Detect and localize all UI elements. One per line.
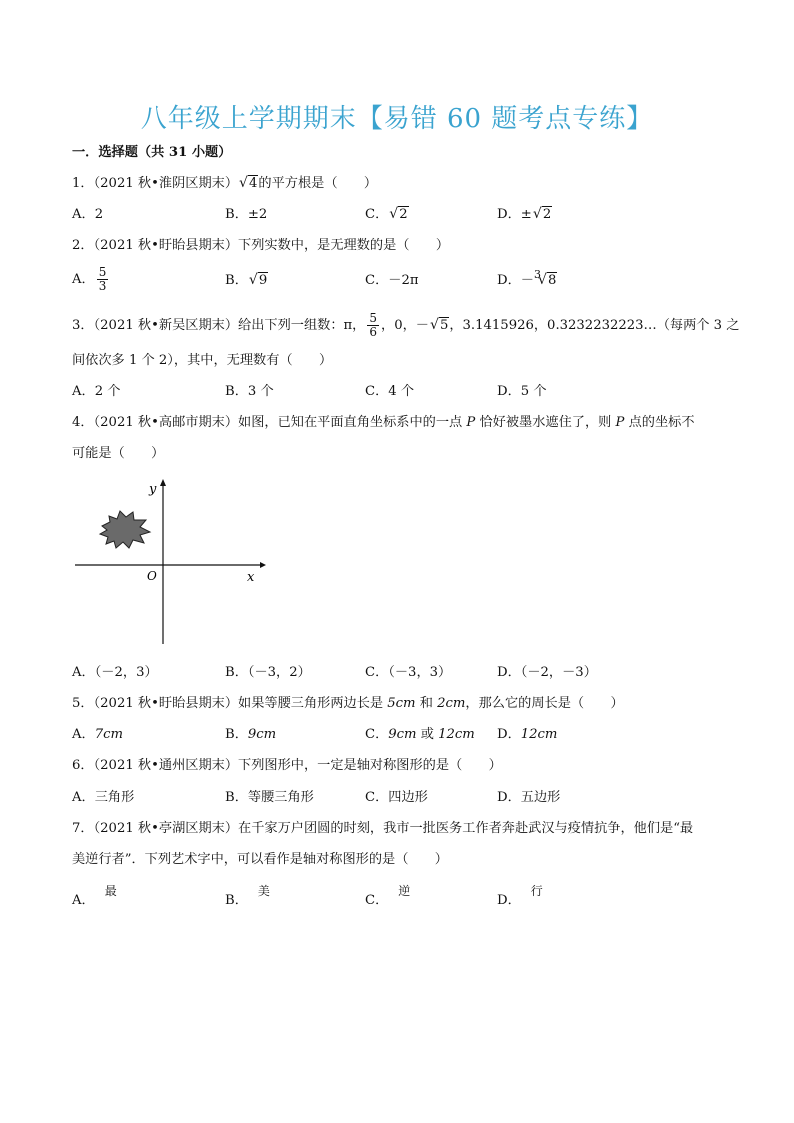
question-5: 5．（2021 秋•盱眙县期末）如果等腰三角形两边长是 5cm 和 2cm，那么它的周长是（ ） (72, 696, 624, 711)
q5-option-a: A．7cm (72, 727, 123, 742)
q3-option-a: A．2 个 (72, 384, 121, 399)
question-3-line-2: 间依次多 1 个 2），其中，无理数有（ ） (72, 353, 333, 368)
art-char-ni: 逆 (398, 884, 411, 898)
q7-option-c: C．逆 (365, 884, 411, 908)
question-3-line-1: 3．（2021 秋•新吴区期末）给出下列一组数：π， $\frac{5}{6}$ ，0，－ √ 5，3.1415926，0.3232232223…（每两个 3 之 (72, 311, 740, 339)
question-1 (72, 175, 377, 193)
ink-blot (100, 511, 150, 548)
coordinate-figure (70, 474, 270, 652)
q6-option-a: A．三角形 (72, 790, 135, 805)
q3-option-d: D．5 个 (497, 384, 547, 399)
question-1-suffix: 的平方根是（ ） (258, 176, 378, 191)
q2-option-d: D．－3 √ 8 (497, 268, 557, 288)
q7-option-a: A．最 (72, 884, 117, 908)
question-6: 6．（2021 秋•通州区期末）下列图形中，一定是轴对称图形的是（ ） (72, 758, 502, 773)
sqrt-4: √ 4 (239, 175, 258, 191)
q7-option-b: B．美 (225, 884, 270, 908)
q2-option-a: A． $\frac{5}{3}$ (72, 265, 107, 293)
x-axis-label: x (247, 570, 255, 585)
q1-option-a: A．2 (72, 207, 104, 222)
art-char-zui: 最 (104, 884, 117, 898)
art-char-xing: 行 (530, 884, 543, 898)
q4-option-c: C．（－3，3） (365, 665, 452, 680)
sqrt-9: √ 9 (248, 272, 268, 288)
fraction-5-3: $\frac{5}{3}$ (98, 265, 107, 293)
q6-option-d: D．五边形 (497, 790, 561, 805)
art-char-mei: 美 (257, 884, 270, 898)
q3-option-b: B．3 个 (225, 384, 274, 399)
page-title: 八年级上学期期末【易错 60 题考点专练】 (140, 104, 654, 134)
question-4-line-1: 4．（2021 秋•高邮市期末）如图，已知在平面直角坐标系中的一点 P 恰好被墨水遮住了，则 P 点的坐标不 (72, 415, 695, 430)
q6-option-c: C．四边形 (365, 790, 428, 805)
origin-label: O (147, 569, 157, 583)
cube-root-8: √ 8 (537, 272, 557, 288)
q4-option-b: B．（－3，2） (225, 665, 311, 680)
q4-option-a: A．（－2，3） (72, 665, 158, 680)
question-7-line-2: 美逆行者”．下列艺术字中，可以看作是轴对称图形的是（ ） (72, 852, 448, 867)
fraction-5-6: $\frac{5}{6}$ (369, 311, 378, 339)
q4-option-d: D．（－2，－3） (497, 665, 597, 680)
y-axis-arrow (160, 479, 166, 486)
q1-option-b: B．±2 (225, 207, 268, 222)
sqrt-2: √ 2 (532, 206, 552, 222)
x-axis-arrow (260, 562, 266, 568)
section-heading: 一．选择题（共 31 小题） (72, 145, 232, 160)
question-4-line-2: 可能是（ ） (72, 446, 165, 461)
q5-option-b: B．9cm (225, 727, 277, 742)
q1-option-d: D．± √ 2 (497, 206, 552, 222)
q2-option-b: B． √ 9 (225, 272, 268, 288)
sqrt-2: √ 2 (389, 206, 408, 222)
q2-option-c: C．－2π (365, 273, 419, 288)
q5-option-d: D．12cm (497, 727, 558, 742)
question-2: 2．（2021 秋•盱眙县期末）下列实数中，是无理数的是（ ） (72, 238, 450, 253)
q5-option-c: C．9cm 或 12cm (365, 727, 475, 742)
question-1-prefix: 1．（2021 秋•淮阴区期末） (72, 176, 239, 191)
q1-option-c: C． √ 2 (365, 206, 408, 222)
sqrt-5: √ 5 (429, 317, 449, 333)
question-7-line-1: 7．（2021 秋•亭湖区期末）在千家万户团圆的时刻，我市一批医务工作者奔赴武汉与疫情抗争，他们是“最 (72, 821, 694, 836)
q7-option-d: D．行 (497, 884, 543, 908)
q6-option-b: B．等腰三角形 (225, 790, 314, 805)
y-axis-label: y (149, 482, 157, 497)
q3-option-c: C．4 个 (365, 384, 415, 399)
